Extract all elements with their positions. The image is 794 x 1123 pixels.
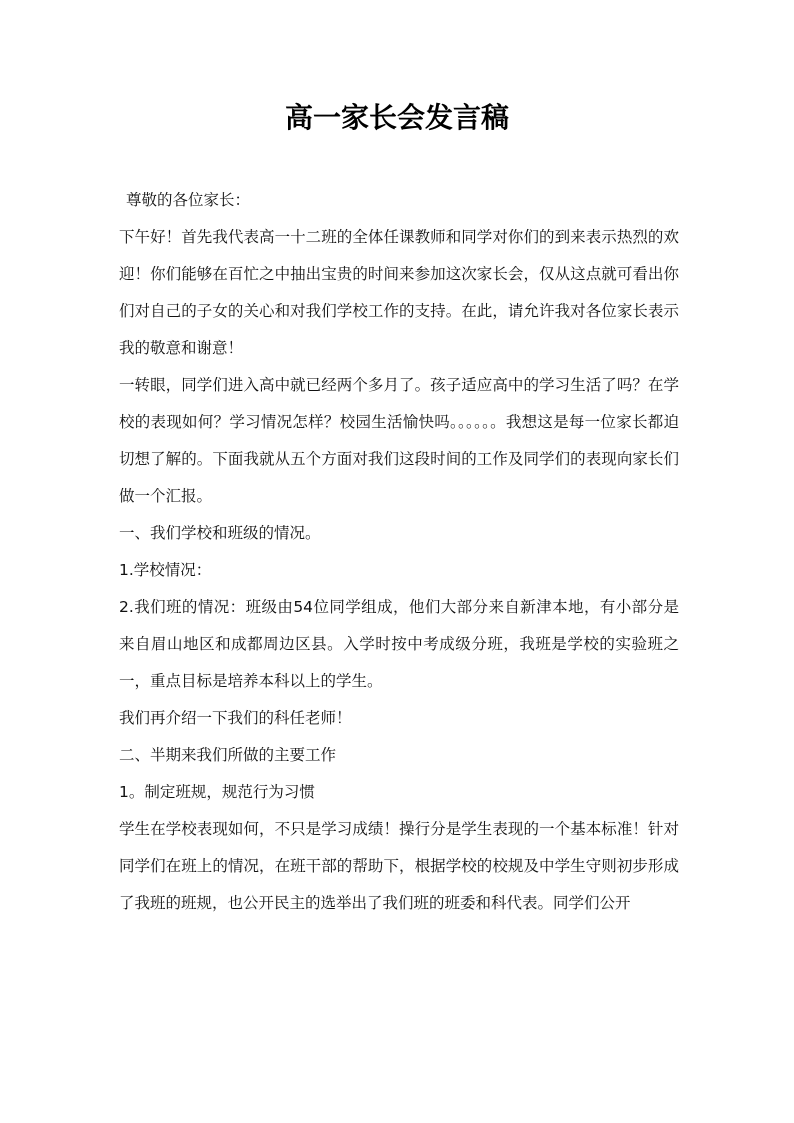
document-body bbox=[119, 182, 679, 922]
subsection-rules: 1。制定班规，规范行为习惯 bbox=[119, 783, 315, 801]
greeting-paragraph: 下午好！首先我代表高一十二班的全体任课教师和同学对你们的到来表示热烈的欢迎！你们能够在百忙之中抽出宝贵的时间来参加这次家长会，仅从这点就可看出你们对自己的子女的关心和对我们学校工作的支持。在此，请允许我对各位家长表示我的敬意和谢意！ bbox=[119, 228, 679, 357]
document-title: 高一家长会发言稿 bbox=[284, 101, 509, 134]
intro-paragraph: 一转眼，同学们进入高中就已经两个多月了。孩子适应高中的学习生活了吗？在学校的表现如何？学习情况怎样？校园生活愉快吗。。。。。。我想这是每一位家长都迫切想了解的。下面我就从五个方面对我们这段时间的工作及同学们的表现向家长们做一个汇报。 bbox=[119, 376, 679, 505]
section-heading-1: 一、我们学校和班级的情况。 bbox=[119, 524, 321, 542]
rules-paragraph: 学生在学校表现如何，不只是学习成绩！操行分是学生表现的一个基本标准！针对同学们在班上的情况，在班干部的帮助下，根据学校的校规及中学生守则初步形成了我班的班规，也公开民主的选举出了我们班的班委和科代表。同学们公开 bbox=[119, 820, 679, 912]
section-heading-2: 二、半期来我们所做的主要工作 bbox=[119, 746, 337, 764]
subsection-class: 2.我们班的情况：班级由54位同学组成，他们大部分来自新津本地，有小部分是来自眉山地区和成都周边区县。入学时按中考成级分班，我班是学校的实验班之一，重点目标是培养本科以上的学生。 bbox=[119, 598, 679, 690]
teachers-paragraph: 我们再介绍一下我们的科任老师！ bbox=[119, 709, 352, 727]
salutation-paragraph: 尊敬的各位家长： bbox=[126, 191, 251, 209]
subsection-school: 1.学校情况： bbox=[119, 561, 212, 579]
